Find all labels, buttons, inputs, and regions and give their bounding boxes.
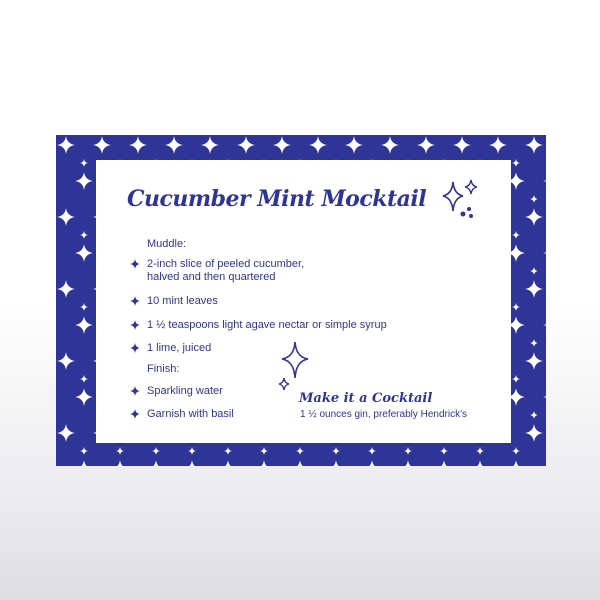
- recipe-title: Cucumber Mint Mocktail: [127, 186, 427, 212]
- pattern-sparkle-large: [345, 136, 363, 154]
- pattern-sparkle-large: [183, 460, 201, 466]
- pattern-sparkle-small: [530, 339, 538, 347]
- pattern-sparkle-large: [165, 136, 183, 154]
- pattern-sparkle-small: [152, 447, 160, 455]
- cocktail-text: 1 ½ ounces gin, preferably Hendrick's: [300, 409, 467, 420]
- pattern-sparkle-small: [80, 447, 88, 455]
- bubbles-icon: [460, 205, 476, 219]
- pattern-sparkle-small: [332, 447, 340, 455]
- pattern-sparkle-small: [476, 447, 484, 455]
- pattern-sparkle-large: [309, 136, 327, 154]
- cocktail-title: Make it a Cocktail: [299, 391, 433, 406]
- pattern-sparkle-large: [255, 460, 273, 466]
- pattern-sparkle-large: [543, 316, 546, 334]
- pattern-sparkle-large: [525, 208, 543, 226]
- pattern-sparkle-large: [525, 136, 543, 154]
- bullet-star-icon: [130, 296, 140, 306]
- ingredient-text-line1: 2-inch slice of peeled cucumber,: [147, 258, 305, 270]
- pattern-sparkle-small: [80, 159, 88, 167]
- bullet-star-icon: [130, 409, 140, 419]
- pattern-sparkle-large: [399, 460, 417, 466]
- bullet-star-icon: [130, 320, 140, 330]
- pattern-sparkle-large: [201, 136, 219, 154]
- ingredient-text-line2: halved and then quartered: [147, 271, 276, 283]
- finish-text: Garnish with basil: [147, 408, 234, 420]
- recipe-panel: [96, 160, 511, 443]
- pattern-sparkle-small: [80, 375, 88, 383]
- pattern-sparkle-small: [368, 447, 376, 455]
- pattern-sparkle-large: [525, 280, 543, 298]
- bullet-star-icon: [130, 259, 140, 269]
- pattern-sparkle-large: [57, 352, 75, 370]
- pattern-sparkle-large: [543, 172, 546, 190]
- pattern-sparkle-large: [489, 136, 507, 154]
- pattern-sparkle-large: [75, 460, 93, 466]
- pattern-sparkle-large: [453, 136, 471, 154]
- pattern-sparkle-small: [80, 231, 88, 239]
- pattern-sparkle-large: [363, 460, 381, 466]
- ingredient-text: 1 ½ teaspoons light agave nectar or simple syrup: [147, 319, 387, 331]
- pattern-sparkle-small: [188, 447, 196, 455]
- pattern-sparkle-large: [57, 136, 75, 154]
- ingredient-item: [147, 258, 367, 284]
- pattern-sparkle-large: [237, 136, 255, 154]
- sparkle-icon: [276, 340, 316, 396]
- pattern-sparkle-small: [224, 447, 232, 455]
- ingredient-text: 1 lime, juiced: [147, 342, 212, 354]
- pattern-sparkle-small: [530, 411, 538, 419]
- pattern-sparkle-small: [404, 447, 412, 455]
- pattern-sparkle-small: [512, 303, 520, 311]
- pattern-sparkle-small: [296, 447, 304, 455]
- pattern-sparkle-large: [273, 136, 291, 154]
- ingredient-item: [147, 295, 367, 308]
- pattern-sparkle-large: [75, 316, 93, 334]
- pattern-sparkle-large: [543, 460, 546, 466]
- pattern-sparkle-large: [57, 208, 75, 226]
- pattern-sparkle-large: [129, 136, 147, 154]
- finish-text: Sparkling water: [147, 385, 223, 397]
- pattern-sparkle-small: [440, 447, 448, 455]
- pattern-sparkle-small: [512, 447, 520, 455]
- pattern-sparkle-small: [80, 303, 88, 311]
- pattern-sparkle-large: [57, 280, 75, 298]
- pattern-sparkle-small: [530, 267, 538, 275]
- pattern-sparkle-large: [75, 172, 93, 190]
- pattern-sparkle-small: [512, 159, 520, 167]
- pattern-sparkle-small: [116, 447, 124, 455]
- pattern-sparkle-large: [75, 244, 93, 262]
- ingredient-text: 10 mint leaves: [147, 295, 218, 307]
- pattern-sparkle-large: [543, 244, 546, 262]
- pattern-sparkle-large: [327, 460, 345, 466]
- pattern-sparkle-large: [111, 460, 129, 466]
- pattern-sparkle-large: [525, 424, 543, 442]
- pattern-sparkle-small: [512, 231, 520, 239]
- pattern-sparkle-large: [93, 136, 111, 154]
- finish-label: Finish:: [147, 363, 180, 375]
- pattern-sparkle-small: [260, 447, 268, 455]
- pattern-sparkle-large: [147, 460, 165, 466]
- pattern-sparkle-large: [525, 352, 543, 370]
- pattern-sparkle-large: [543, 388, 546, 406]
- recipe-card: [56, 135, 546, 466]
- pattern-sparkle-large: [219, 460, 237, 466]
- pattern-sparkle-large: [291, 460, 309, 466]
- pattern-sparkle-large: [57, 424, 75, 442]
- bullet-star-icon: [130, 343, 140, 353]
- pattern-sparkle-large: [471, 460, 489, 466]
- pattern-sparkle-large: [507, 460, 525, 466]
- pattern-sparkle-small: [512, 375, 520, 383]
- pattern-sparkle-large: [75, 388, 93, 406]
- bullet-star-icon: [130, 386, 140, 396]
- pattern-sparkle-large: [435, 460, 453, 466]
- muddle-label: Muddle:: [147, 238, 187, 250]
- ingredient-item: [147, 319, 447, 332]
- pattern-sparkle-large: [381, 136, 399, 154]
- pattern-sparkle-large: [417, 136, 435, 154]
- pattern-sparkle-small: [530, 195, 538, 203]
- ingredient-item: [147, 342, 367, 355]
